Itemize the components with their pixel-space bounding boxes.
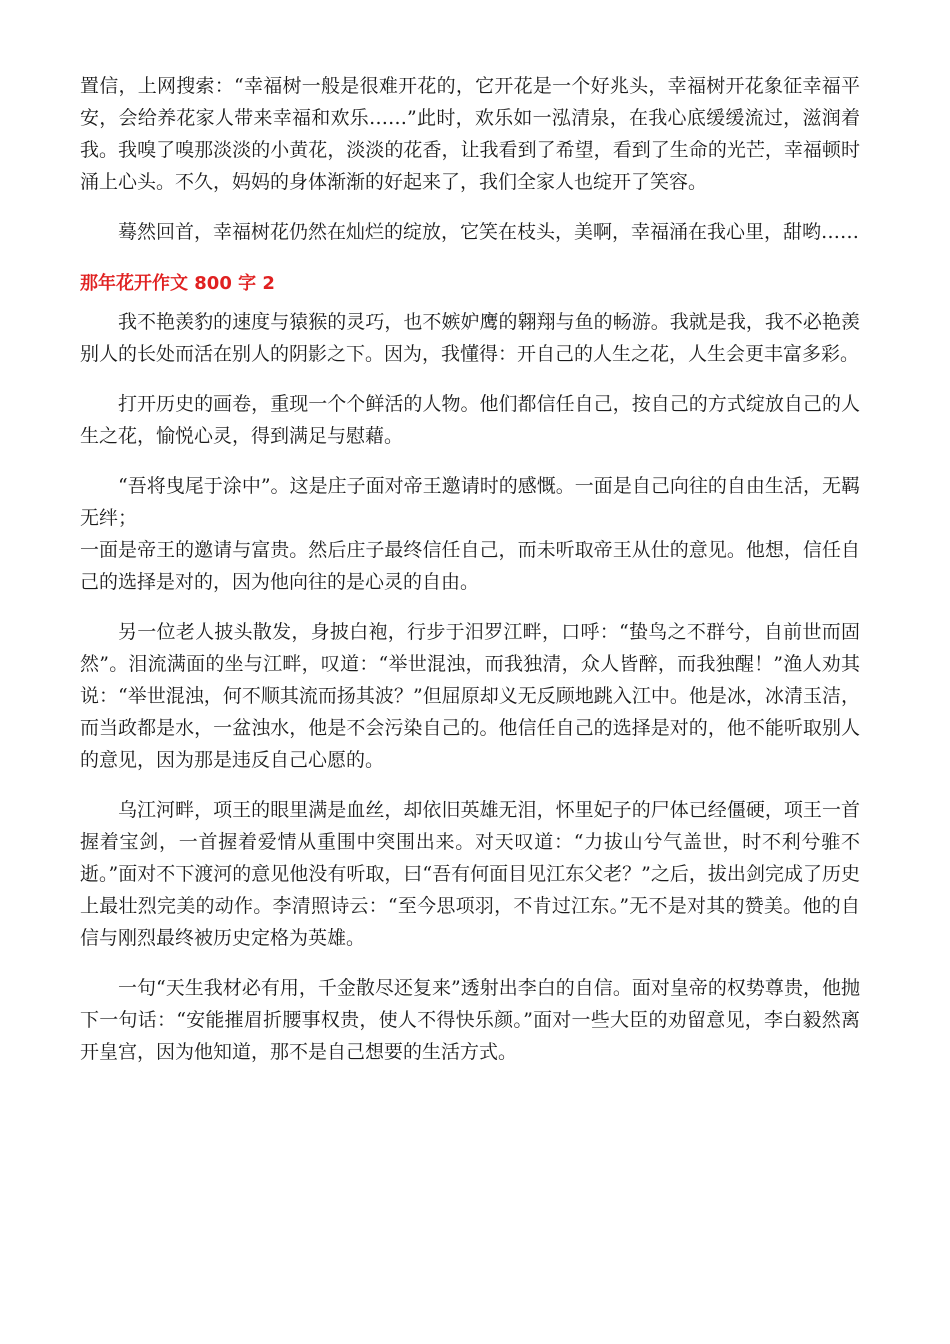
paragraph: 我不艳羡豹的速度与猿猴的灵巧，也不嫉妒鹰的翱翔与鱼的畅游。我就是我，我不必艳羡别人的长处而活在别人的阴影之下。因为，我懂得：开自己的人生之花，人生会更丰富多彩。	[80, 311, 860, 365]
section-heading: 那年花开作文 800 字 2	[80, 273, 275, 294]
paragraph: 另一位老人披头散发，身披白袍，行步于汨罗江畔，口呼：“蛰鸟之不群兮，自前世而固然”。泪流满面的坐与江畔，叹道：“举世混浊，而我独清，众人皆醉，而我独醒！”渔人劝其说：“举世混浊，何不顺其流而扬其波？”但屈原却义无反顾地跳入江中。他是冰，冰清玉洁，而当政都是水，一盆浊水，他是不会污染自己的。他信任自己的选择是对的，他不能听取别人的意见，因为那是违反自己心愿的。	[80, 621, 860, 771]
paragraph: 蓦然回首，幸福树花仍然在灿烂的绽放，它笑在枝头，美啊，幸福涌在我心里，甜哟……	[118, 221, 860, 243]
paragraph: 置信，上网搜索：“幸福树一般是很难开花的，它开花是一个好兆头，幸福树开花象征幸福平安，会给养花家人带来幸福和欢乐……”此时，欢乐如一泓清泉，在我心底缓缓流过，滋润着我。我嗅了嗅那淡淡的小黄花，淡淡的花香，让我看到了希望，看到了生命的光芒，幸福顿时涌上心头。不久，妈妈的身体渐渐的好起来了，我们全家人也绽开了笑容。	[80, 75, 860, 193]
paragraph: 乌江河畔，项王的眼里满是血丝，却依旧英雄无泪，怀里妃子的尸体已经僵硬，项王一首握着宝剑，一首握着爱情从重围中突围出来。对天叹道：“力拔山兮气盖世，时不利兮骓不逝。”面对不下渡河的意见他没有听取，曰“吾有何面目见江东父老？”之后，拔出剑完成了历史上最壮烈完美的动作。李清照诗云：“至今思项羽，不肯过江东。”无不是对其的赞美。他的自信与刚烈最终被历史定格为英雄。	[80, 799, 860, 949]
paragraph: 打开历史的画卷，重现一个个鲜活的人物。他们都信任自己，按自己的方式绽放自己的人生之花，愉悦心灵，得到满足与慰藉。	[80, 393, 860, 447]
paragraph: 一面是帝王的邀请与富贵。然后庄子最终信任自己，而未听取帝王从仕的意见。他想，信任自己的选择是对的，因为他向往的是心灵的自由。	[80, 539, 860, 593]
paragraph: 一句“天生我材必有用，千金散尽还复来”透射出李白的自信。面对皇帝的权势尊贵，他抛下一句话：“安能摧眉折腰事权贵，使人不得快乐颜。”面对一些大臣的劝留意见，李白毅然离开皇宫，因为他知道，那不是自己想要的生活方式。	[80, 977, 860, 1063]
paragraph: “吾将曳尾于涂中”。这是庄子面对帝王邀请时的感慨。一面是自己向往的自由生活，无羁无绊；	[80, 475, 860, 529]
